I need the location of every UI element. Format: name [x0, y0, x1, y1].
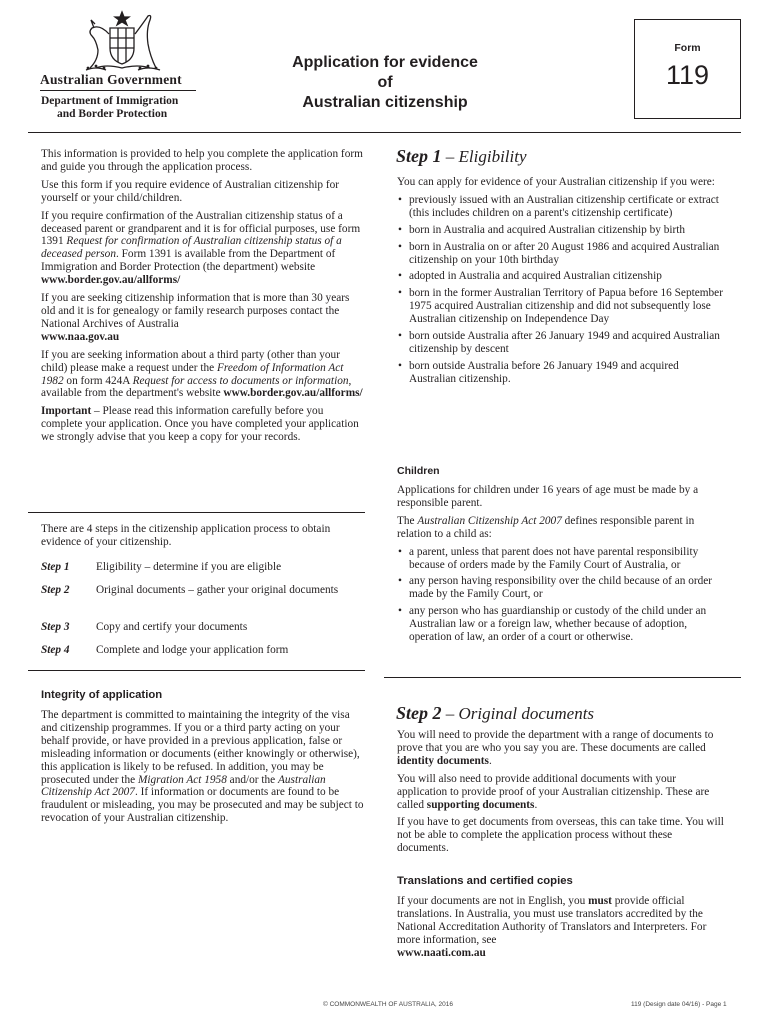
naati-link[interactable]: www.naati.com.au: [397, 946, 486, 959]
step-row-1: [41, 561, 365, 584]
list-item: • born in Australia on or after 20 August 1986 and acquired Australian citizenship on your 10th birthday: [397, 241, 724, 267]
step2-paragraph-1: You will need to provide the department with a range of documents to prove that you are who you say you are. These documents are called identity documents.: [397, 729, 714, 767]
step-row-label: Step 3: [41, 620, 70, 633]
page-title-line2: Australian citizenship: [302, 94, 468, 111]
form-number-box: [634, 19, 741, 119]
department-name-line1: Department of Immigration: [41, 95, 179, 107]
coat-of-arms-icon: [76, 10, 168, 74]
children-paragraph-2: The Australian Citizenship Act 2007 defines responsible parent in relation to a child as:: [397, 514, 695, 540]
footer-copyright: © COMMONWEALTH OF AUSTRALIA, 2016: [323, 1001, 453, 1008]
step1-intro: You can apply for evidence of your Australian citizenship if you were:: [397, 176, 715, 188]
step2-paragraph-2: You will also need to provide additional documents with your application to provide proof of your Australian citizenship. These are called supporting documents.: [397, 772, 710, 811]
important-note: Important – Please read this information carefully before you complete your application. Once you have completed your application we strongly advise that you keep a copy for your records.: [41, 405, 359, 444]
responsible-parent-list: [397, 546, 724, 644]
intro-paragraph-4: If you are seeking citizenship information that is more than 30 years old and it is for genealogy or family research purposes contact the National Archives of Australia: [41, 292, 350, 330]
list-item: • born in the former Australian Territory of Papua before 16 September 1975 acquired Australian citizenship and did not subsequently lose Australian citizenship on Independence Day: [397, 287, 724, 326]
eligibility-list: [397, 194, 724, 386]
translations-section: [397, 895, 724, 960]
form-number: 119: [665, 60, 710, 90]
allforms-link-2[interactable]: www.border.gov.au/allforms/: [223, 387, 363, 400]
step-row-label: Step 2: [41, 583, 70, 596]
step2-section: [397, 729, 724, 860]
translations-heading: Translations and certified copies: [397, 875, 573, 887]
steps-intro: There are 4 steps in the citizenship application process to obtain evidence of your citizenship.: [41, 523, 331, 548]
allforms-link-1[interactable]: www.border.gov.au/allforms/: [41, 274, 181, 287]
footer-page-info: 119 (Design date 04/16) - Page 1: [631, 1001, 727, 1008]
naa-link[interactable]: www.naa.gov.au: [41, 330, 120, 343]
list-item: • born in Australia and acquired Australian citizenship by birth: [397, 224, 724, 237]
step-row-desc: Original documents – gather your original documents: [96, 583, 339, 596]
list-item: • a parent, unless that parent does not have parental responsibility because of orders made by the Family Court of Australia, or: [397, 546, 724, 572]
step-row-2: [41, 584, 365, 621]
step1-section: [397, 176, 724, 390]
department-name-line2: and Border Protection: [57, 108, 168, 120]
translations-paragraph: If your documents are not in English, you must provide official translations. In Australia, you must use translators accredited by the National Accreditation Authority of Translators and Interpreters. For more information, see: [397, 895, 707, 946]
list-item: • any person who has guardianship or custody of the child under an Australian law or a foreign law, whether because of adoption, operation of law, an order of a court or otherwise.: [397, 605, 724, 644]
step-row-desc: Complete and lodge your application form: [96, 643, 289, 656]
list-item: • previously issued with an Australian citizenship certificate or extract (this includes children on a parent's citizenship certificate): [397, 194, 724, 220]
intro-section: [41, 148, 365, 444]
step1-heading: Step 1 – Eligibility: [396, 146, 527, 166]
step2-paragraph-3: If you have to get documents from overseas, this can take time. You will not be able to complete the application process without these documents.: [397, 816, 724, 855]
intro-paragraph-5: If you are seeking information about a third party (other than your child) please make a request under the Freedom of Information Act 1982 on form 424A Request for access to documents or information, available from the department's website www.border.gov.au/allforms/: [41, 348, 363, 400]
right-rule: [384, 677, 741, 678]
list-item: • born outside Australia after 26 January 1949 and acquired Australian citizenship by descent: [397, 330, 724, 356]
page-title: [290, 53, 480, 113]
government-name: Australian Government: [40, 72, 182, 87]
intro-paragraph-2: Use this form if you require evidence of Australian citizenship for yourself or your child/children.: [41, 178, 340, 204]
left-rule-1: [28, 512, 365, 513]
children-section: [397, 484, 724, 648]
page-title-line1: Application for evidence of: [292, 54, 478, 91]
step-row-4: [41, 644, 365, 667]
form-label: Form: [674, 42, 701, 54]
step-row-desc: Eligibility – determine if you are eligible: [96, 560, 282, 573]
integrity-heading: Integrity of application: [41, 689, 163, 701]
children-heading: Children: [397, 465, 440, 477]
header-underline: [40, 90, 196, 91]
step-row-desc: Copy and certify your documents: [96, 620, 248, 633]
integrity-text: The department is committed to maintaining the integrity of the visa and citizenship programmes. If you or a third party acting on your behalf provide, or have provided in a previous application, false or misleading information or documents (either knowingly or otherwise), this application is likely to be refused. In addition, you may be prosecuted under the Migration Act 1958 and/or the Australian Citizenship Act 2007. If information or documents are found to be fraudulent or misleading, you may be prosecuted and may be subject to revocation of your Australian citizenship.: [41, 709, 364, 825]
header-rule: [28, 132, 741, 133]
step-row-label: Step 4: [41, 643, 70, 656]
list-item: • any person having responsibility over the child because of an order made by the Family Court, or: [397, 575, 724, 601]
intro-paragraph-1: This information is provided to help you complete the application form and guide you through the application process.: [41, 148, 363, 173]
left-rule-2: [28, 670, 365, 671]
list-item: • adopted in Australia and acquired Australian citizenship: [397, 270, 724, 283]
step-row-label: Step 1: [41, 560, 70, 573]
step2-heading: Step 2 – Original documents: [396, 703, 595, 723]
steps-overview: [41, 523, 365, 667]
children-paragraph-1: Applications for children under 16 years of age must be made by a responsible parent.: [397, 484, 699, 509]
list-item: • born outside Australia before 26 January 1949 and acquired Australian citizenship.: [397, 360, 724, 386]
intro-paragraph-3: If you require confirmation of the Australian citizenship status of a deceased parent or grandparent and it is for official purposes, use form 1391 Request for confirmation of Australian citizenship status of a deceased person. Form 1391 is available from the Department of Immigration and Border Protection (the department) website: [41, 209, 361, 274]
step-row-3: [41, 621, 365, 644]
